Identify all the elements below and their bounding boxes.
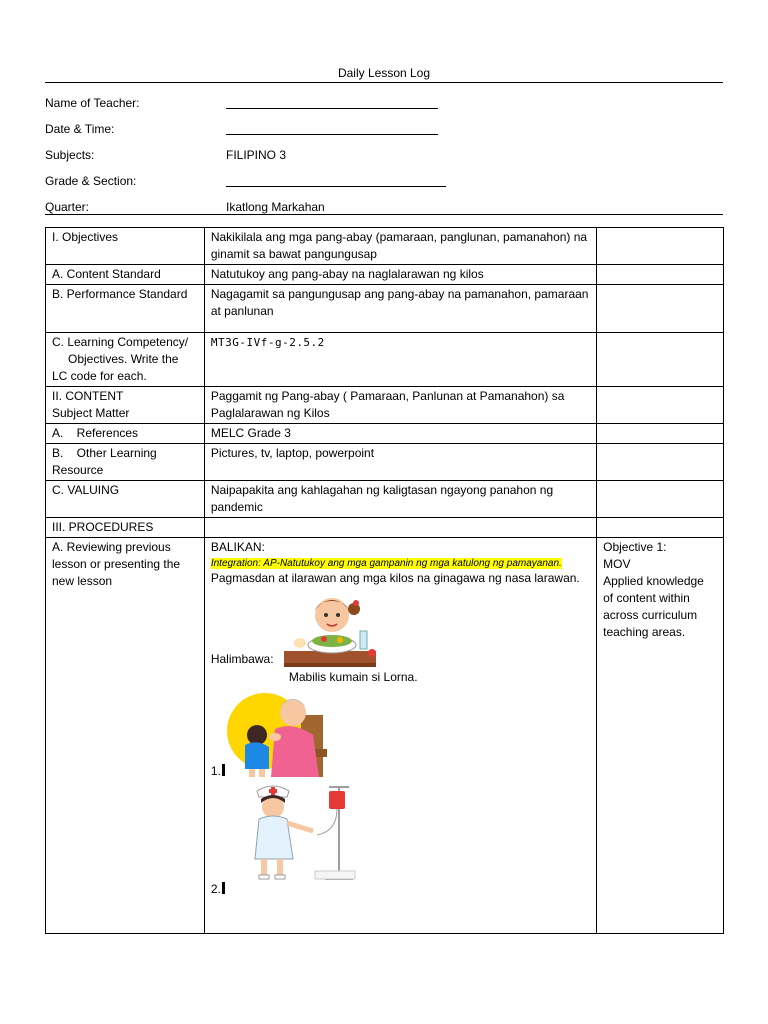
table-row-content-standard [46,265,724,285]
datetime-label: Date & Time: [45,122,115,136]
item-1-label: 1. [210,764,221,778]
table-row-performance-standard [46,285,724,333]
objectives-notes [597,228,724,265]
content-label-line1: II. CONTENT [52,389,124,403]
table-row-other-resources [46,444,724,481]
example-sentence: Mabilis kumain si Lorna. [288,670,418,684]
objective-text: Applied knowledge of content within across curriculum teaching areas. [603,574,704,639]
text-cursor-icon [222,882,225,894]
text-cursor-icon [222,764,225,776]
quarter-label: Quarter: [45,200,90,214]
performance-standard-content: Nagagamit sa pangungusap ang pang-abay na pamanahon, pamaraan at panlunan [204,285,596,333]
procedures-label: III. PROCEDURES [46,518,205,538]
reviewing-content [204,538,596,934]
table-row-references [46,424,724,444]
objective-mov: MOV [603,557,631,571]
performance-standard-label: B. Performance Standard [46,285,205,333]
objectives-label: I. Objectives [46,228,205,265]
references-label: A. References [46,424,205,444]
reviewing-label: A. Reviewing previous lesson or presenting the new lesson [46,538,205,934]
girl-eating-image [284,593,380,669]
teacher-blank[interactable] [226,96,438,112]
competency-label-line2: Objectives. Write the [68,352,179,366]
content-content: Paggamit ng Pang-abay ( Pamaraan, Panlunan at Pamanahon) sa Paglalarawan ng Kilos [204,387,596,424]
integration-note: Integration: AP-Natutukoy ang mga gampanin ng mga katulong ng pamayanan. [210,558,562,569]
halimbawa-label: Halimbawa: [210,652,274,666]
references-content: MELC Grade 3 [204,424,596,444]
teacher-label: Name of Teacher: [45,96,140,110]
table-row-reviewing [46,538,724,934]
header-rule [45,214,723,215]
competency-label-line3: LC code for each. [52,369,147,383]
title-rule [45,82,723,83]
competency-content [204,333,596,387]
other-resources-label: B. Other Learning Resource [46,444,205,481]
content-standard-content: Natutukoy ang pang-abay na naglalarawan ng kilos [204,265,596,285]
valuing-label: C. VALUING [46,481,205,518]
objectives-content: Nakikilala ang mga pang-abay (pamaraan, panglunan, pamanahon) na ginamit sa bawat pangungusap [204,228,596,265]
other-resources-content: Pictures, tv, laptop, powerpoint [204,444,596,481]
competency-label [46,333,205,387]
content-label-line2: Subject Matter [52,406,130,420]
table-row-valuing [46,481,724,518]
lesson-log-table [45,227,724,934]
lc-code: MT3G-IVf-g-2.5.2 [210,336,325,349]
table-row-objectives [46,228,724,265]
objective-title: Objective 1: [603,540,667,554]
subjects-label: Subjects: [45,148,95,162]
subjects-value: FILIPINO 3 [226,148,287,162]
competency-label-line1: C. Learning Competency/ [52,335,189,349]
grade-label: Grade & Section: [45,174,137,188]
page-title: Daily Lesson Log [337,66,431,80]
content-label [46,387,205,424]
content-standard-label: A. Content Standard [46,265,205,285]
table-row-competency [46,333,724,387]
grade-blank[interactable] [226,174,446,190]
nurse-image [243,781,367,885]
table-row-content [46,387,724,424]
reviewing-objective [597,538,724,934]
quarter-value: Ikatlong Markahan [226,200,325,214]
instruction-text: Pagmasdan at ilarawan ang mga kilos na ginagawa ng nasa larawan. [210,571,580,585]
item-2-label: 2. [210,882,221,896]
valuing-content: Naipapakita ang kahlagahan ng kaligtasan ngayong panahon ng pandemic [204,481,596,518]
datetime-blank[interactable] [226,122,438,138]
table-row-procedures [46,518,724,538]
balikan-heading: BALIKAN: [210,540,265,554]
